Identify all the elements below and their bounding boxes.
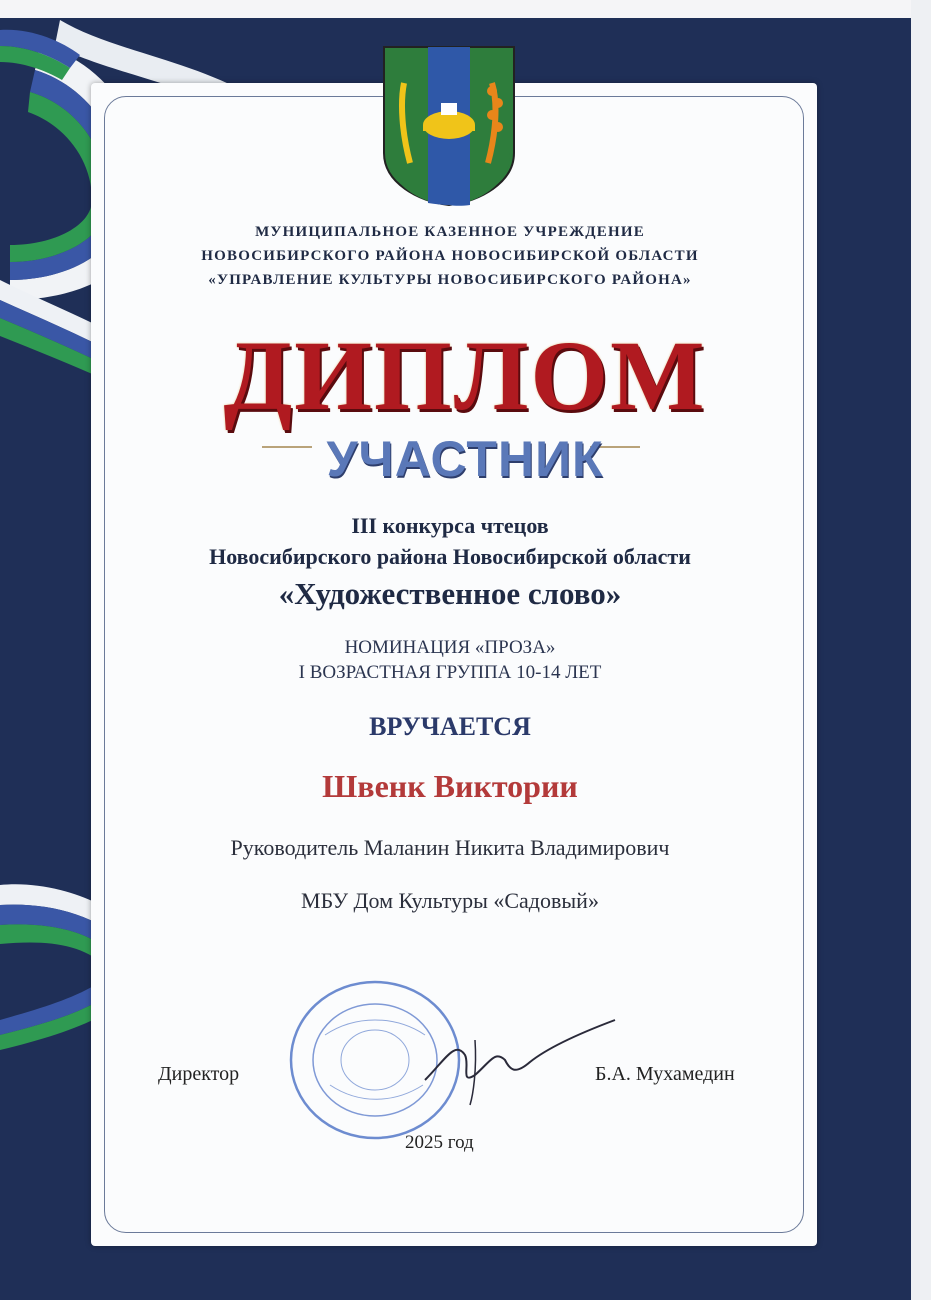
signature-name: Б.А. Мухамедин — [595, 1063, 735, 1085]
contest-name: «Художественное слово» — [278, 576, 622, 611]
top-margin — [0, 0, 931, 18]
right-margin — [911, 0, 931, 1300]
nomination-line-1: НОМИНАЦИЯ «ПРОЗА» — [344, 637, 556, 658]
handwritten-signature-icon — [415, 1000, 625, 1110]
contest-line-2: Новосибирского района Новосибирской области — [209, 544, 691, 569]
coat-of-arms-icon — [380, 43, 518, 207]
contest-line-1: III конкурса чтецов — [351, 513, 549, 538]
institution-line: МБУ Дом Культуры «Садовый» — [301, 888, 599, 913]
diploma-title: ДИПЛОМ — [223, 320, 707, 431]
nomination-line-2: I ВОЗРАСТНАЯ ГРУППА 10-14 ЛЕТ — [298, 662, 602, 683]
org-line-2: НОВОСИБИРСКОГО РАЙОНА НОВОСИБИРСКОЙ ОБЛАСТИ — [201, 248, 699, 264]
issue-year: 2025 год — [405, 1132, 474, 1153]
org-line-1: МУНИЦИПАЛЬНОЕ КАЗЕННОЕ УЧРЕЖДЕНИЕ — [255, 224, 645, 240]
org-line-3: «УПРАВЛЕНИЕ КУЛЬТУРЫ НОВОСИБИРСКОГО РАЙОНА» — [208, 272, 692, 288]
signature-position: Директор — [158, 1063, 240, 1085]
diploma-subtitle: УЧАСТНИК — [326, 431, 604, 487]
award-label: ВРУЧАЕТСЯ — [369, 712, 531, 741]
supervisor-line: Руководитель Маланин Никита Владимирович — [230, 835, 670, 860]
recipient-name: Швенк Виктории — [322, 768, 578, 804]
